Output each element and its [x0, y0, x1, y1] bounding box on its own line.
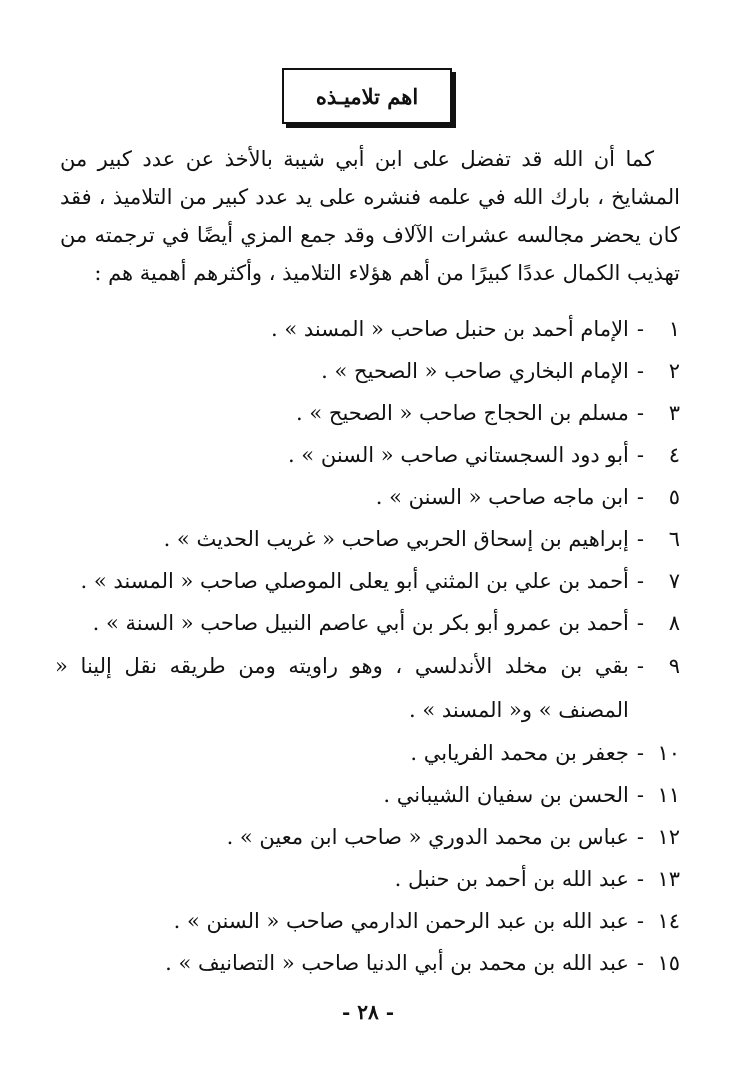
intro-text: كما أن الله قد تفضل على ابن أبي شيبة بالأخذ عن عدد كبير من المشايخ ، بارك الله في علمه فنشره على يد عدد كبير من التلاميذ ، فقد كان يحضر مجالسه عشرات الآلاف وقد جمع المزي أيضًا في ترجمته من تهذيب الكمال عددًا كبيرًا من أهم هؤلاء التلاميذ ، وأكثرهم أهمية هم :	[60, 147, 680, 285]
item-text: مسلم بن الحجاج صاحب « الصحيح » .	[296, 401, 629, 425]
list-item: ٥ - ابن ماجه صاحب « السنن » .	[55, 476, 680, 518]
list-item: ١ - الإمام أحمد بن حنبل صاحب « المسند » .	[55, 308, 680, 350]
list-item: ١٥ - عبد الله بن محمد بن أبي الدنيا صاحب « التصانيف » .	[55, 942, 680, 984]
item-text: عبد الله بن أحمد بن حنبل .	[394, 867, 629, 891]
item-number: ١٤	[657, 909, 680, 933]
item-number: ١٥	[657, 951, 680, 975]
item-text: أبو دود السجستاني صاحب « السنن » .	[287, 443, 629, 467]
list-item: ١٢ - عباس بن محمد الدوري « صاحب ابن معين » .	[55, 816, 680, 858]
item-number: ١١	[657, 783, 680, 807]
list-item: ٣ - مسلم بن الحجاج صاحب « الصحيح » .	[55, 392, 680, 434]
item-text: جعفر بن محمد الفريابي .	[410, 741, 629, 765]
item-number: ٧	[668, 569, 680, 593]
item-number: ٥	[668, 485, 680, 509]
item-number: ١٠	[657, 741, 680, 765]
item-text: الإمام البخاري صاحب « الصحيح » .	[321, 359, 629, 383]
list-item: ٤ - أبو دود السجستاني صاحب « السنن » .	[55, 434, 680, 476]
list-item: ٨ - أحمد بن عمرو أبو بكر بن أبي عاصم النبيل صاحب « السنة » .	[55, 602, 680, 644]
page-number: - ٢٨ -	[341, 1000, 394, 1024]
students-list	[55, 308, 680, 984]
item-text: الحسن بن سفيان الشيباني .	[383, 783, 629, 807]
list-item: ٦ - إبراهيم بن إسحاق الحربي صاحب « غريب الحديث » .	[55, 518, 680, 560]
item-text: ابن ماجه صاحب « السنن » .	[375, 485, 629, 509]
list-item: ٩ - بقي بن مخلد الأندلسي ، وهو راويته ومن طريقه نقل إلينا « المصنف » و« المسند » .	[55, 644, 680, 732]
item-number: ٣	[668, 401, 680, 425]
item-number: ١٣	[657, 867, 680, 891]
item-number: ١٢	[657, 825, 680, 849]
list-item: ٢ - الإمام البخاري صاحب « الصحيح » .	[55, 350, 680, 392]
item-text: أحمد بن علي بن المثني أبو يعلى الموصلي صاحب « المسند » .	[80, 569, 629, 593]
intro-paragraph	[60, 140, 680, 292]
item-text: بقي بن مخلد الأندلسي ، وهو راويته ومن طريقه نقل إلينا « المصنف » و« المسند » .	[55, 654, 629, 722]
item-text: إبراهيم بن إسحاق الحربي صاحب « غريب الحديث » .	[163, 527, 629, 551]
list-item: ١١ - الحسن بن سفيان الشيباني .	[55, 774, 680, 816]
item-text: عباس بن محمد الدوري « صاحب ابن معين » .	[226, 825, 629, 849]
list-item: ١٤ - عبد الله بن عبد الرحمن الدارمي صاحب « السنن » .	[55, 900, 680, 942]
item-number: ٤	[668, 443, 680, 467]
section-title: اهم تلاميـذه	[315, 83, 419, 109]
item-number: ٩	[668, 654, 680, 678]
item-text: عبد الله بن محمد بن أبي الدنيا صاحب « التصانيف » .	[165, 951, 629, 975]
list-item: ١٠ - جعفر بن محمد الفريابي .	[55, 732, 680, 774]
item-text: الإمام أحمد بن حنبل صاحب « المسند » .	[270, 317, 629, 341]
item-number: ١	[668, 317, 680, 341]
item-number: ٦	[668, 527, 680, 551]
item-number: ٢	[668, 359, 680, 383]
section-title-box	[282, 68, 452, 124]
list-item: ١٣ - عبد الله بن أحمد بن حنبل .	[55, 858, 680, 900]
item-text: أحمد بن عمرو أبو بكر بن أبي عاصم النبيل صاحب « السنة » .	[92, 611, 629, 635]
item-number: ٨	[668, 611, 680, 635]
list-item: ٧ - أحمد بن علي بن المثني أبو يعلى الموصلي صاحب « المسند » .	[55, 560, 680, 602]
item-text: عبد الله بن عبد الرحمن الدارمي صاحب « السنن » .	[173, 909, 629, 933]
